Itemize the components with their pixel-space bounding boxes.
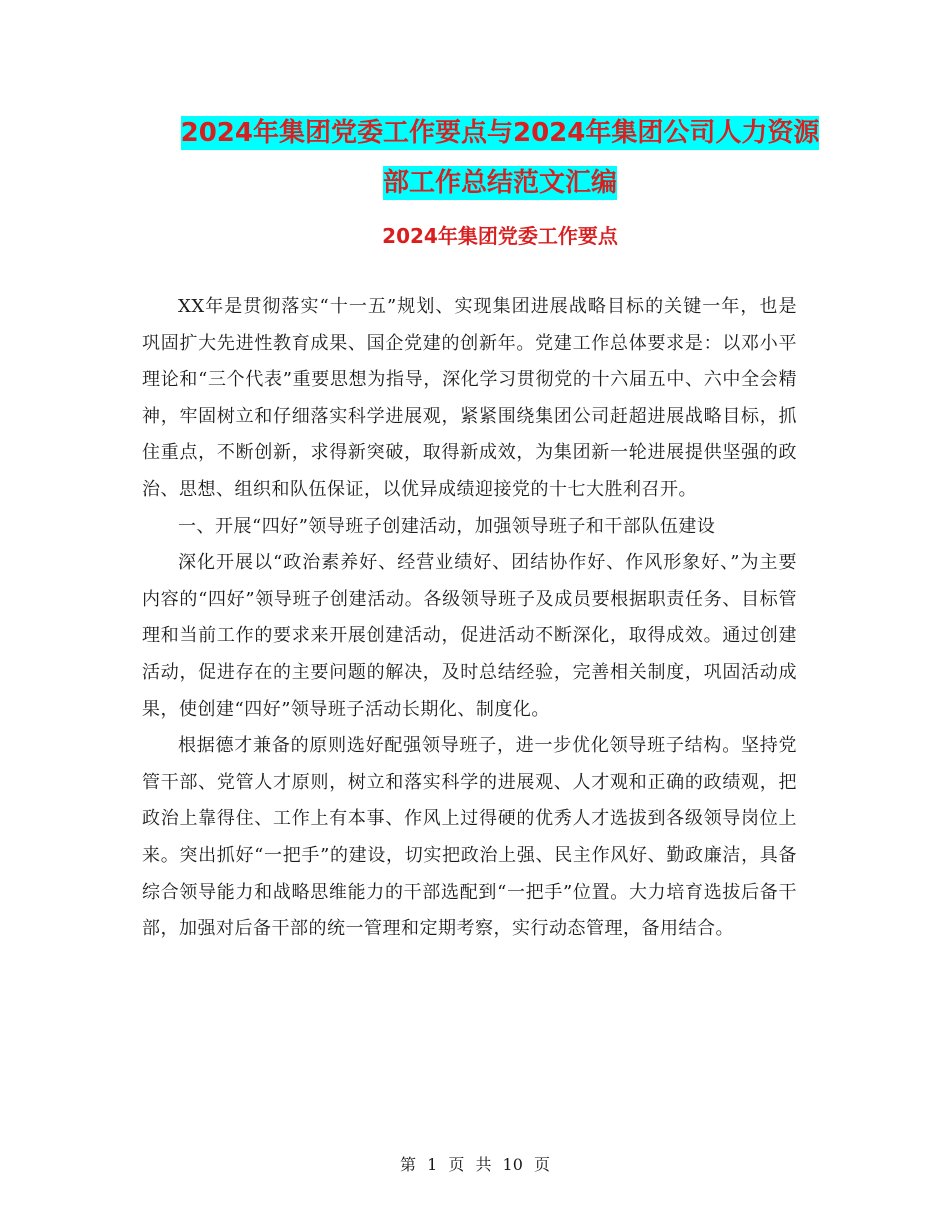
title-line-1: 2024年集团党委工作要点与2024年集团公司人力资源: [180, 118, 820, 148]
section-title: 2024年集团党委工作要点: [382, 224, 618, 248]
title-line-2: 部工作总结范文汇编: [382, 168, 617, 198]
page-footer: 第 1 页 共 10 页: [400, 1155, 550, 1174]
paragraph-four-good: 深化开展以“政治素养好、经营业绩好、团结协作好、作风形象好、”为主要内容的“四好”领导班子创建活动。各级领导班子及成员要根据职责任务、目标管理和当前工作的要求来开展创建活动，促进活动不断深化，取得成效。通过创建活动，促进存在的主要问题的解决，及时总结经验，完善相关制度，巩固活动成果，使创建“四好”领导班子活动长期化、制度化。: [142, 552, 797, 720]
paragraph-leadership: 根据德才兼备的原则选好配强领导班子，进一步优化领导班子结构。坚持党管干部、党管人才原则，树立和落实科学的进展观、人才观和正确的政绩观，把政治上靠得住、工作上有本事、作风上过得硬的优秀人才选拔到各级领导岗位上来。突出抓好“一把手”的建设，切实把政治上强、民主作风好、勤政廉洁，具备综合领导能力和战略思维能力的干部选配到“一把手”位置。大力培育选拔后备干部，加强对后备干部的统一管理和定期考察，实行动态管理，备用结合。: [142, 735, 797, 940]
document-body: [142, 289, 797, 948]
paragraph-intro: XX年是贯彻落实“十一五”规划、实现集团进展战略目标的关键一年，也是巩固扩大先进性教育成果、国企党建的创新年。党建工作总体要求是：以邓小平理论和“三个代表”重要思想为指导，深化学习贯彻党的十六届五中、六中全会精神，牢固树立和仔细落实科学进展观，紧紧围绕集团公司赶超进展战略目标，抓住重点，不断创新，求得新突破，取得新成效，为集团新一轮进展提供坚强的政治、思想、组织和队伍保证，以优异成绩迎接党的十七大胜利召开。: [142, 296, 797, 500]
document-title: [150, 108, 850, 208]
paragraph-heading-1: 一、开展“四好”领导班子创建活动，加强领导班子和干部队伍建设: [178, 515, 716, 537]
